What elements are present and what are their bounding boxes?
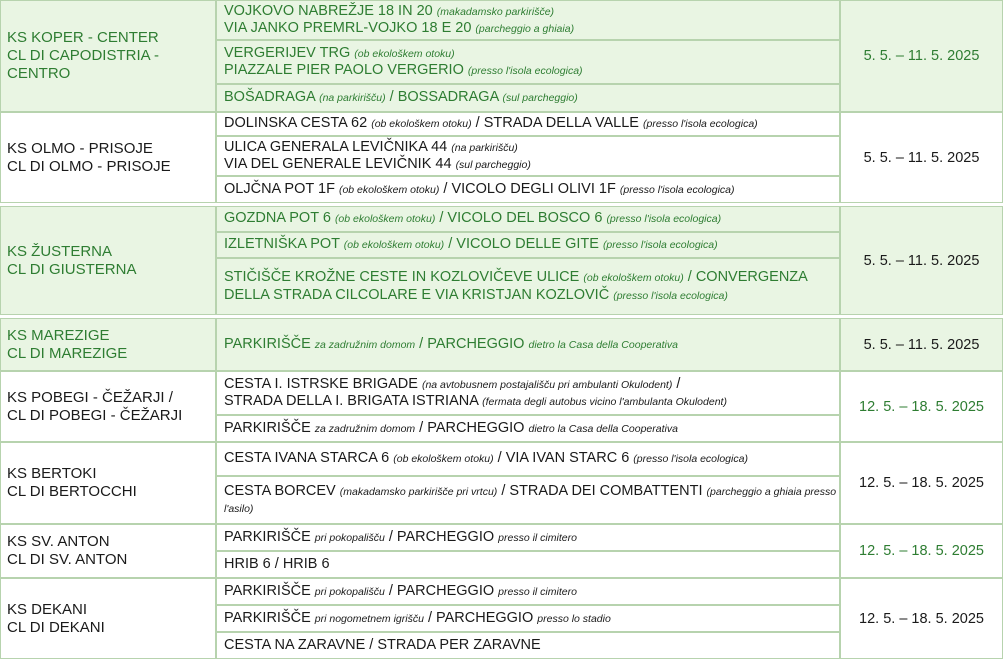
district-name-line: KS KOPER - CENTER — [7, 29, 159, 46]
location-note: (presso l'isola ecologica) — [613, 289, 728, 302]
location-cell — [216, 206, 840, 232]
location-address: / BOSSADRAGA — [385, 89, 503, 106]
district-cell — [0, 442, 216, 524]
location-cell — [216, 318, 840, 371]
location-address: PIAZZALE PIER PAOLO VERGERIO — [224, 62, 468, 78]
location-note: (sul parcheggio) — [455, 159, 531, 171]
location-address: / — [672, 375, 681, 392]
district-name-line: KS MAREZIGE — [7, 326, 110, 344]
location-line — [224, 420, 839, 438]
location-line — [224, 610, 839, 628]
location-note: (ob ekološkem otoku) — [334, 213, 436, 226]
location-note: (na parkirišču) — [451, 141, 518, 154]
district-name-line: CL DI OLMO - PRISOJE — [7, 157, 171, 175]
location-address: IZLETNIŠKA POT — [224, 236, 344, 253]
collection-dates: 12. 5. – 18. 5. 2025 — [840, 524, 1003, 578]
district-cell — [0, 206, 216, 315]
location-line — [224, 20, 839, 38]
location-cell — [216, 112, 840, 136]
location-address: / VICOLO DEL BOSCO 6 — [435, 210, 607, 227]
location-cell — [216, 476, 840, 524]
location-note: (presso l'isola ecologica) — [633, 453, 748, 466]
location-note: (makadamsko parkirišče pri vrtcu) — [339, 485, 498, 498]
location-note: (presso l'isola ecologica) — [619, 183, 735, 196]
location-address: CESTA BORCEV — [224, 482, 340, 499]
location-note: (sul parcheggio) — [502, 92, 578, 105]
district-name-line: CL DI DEKANI — [7, 618, 105, 636]
location-line — [224, 393, 839, 411]
location-line — [224, 181, 839, 199]
district-name-line: KS SV. ANTON — [7, 533, 110, 550]
collection-dates: 5. 5. – 11. 5. 2025 — [840, 318, 1003, 371]
location-cell — [216, 551, 840, 578]
location-note: (na parkirišču) — [319, 92, 386, 105]
location-note: (ob ekološkem otoku) — [354, 47, 455, 60]
location-note: (ob ekološkem otoku) — [393, 453, 494, 466]
district-cell — [0, 318, 216, 371]
location-address: / STRADA DEI COMBATTENTI — [497, 482, 707, 499]
location-address: PARKIRIŠČE — [224, 528, 315, 545]
district-name-line: KS OLMO - PRISOJE — [7, 139, 153, 157]
location-note: (ob ekološkem otoku) — [583, 272, 684, 284]
location-cell — [216, 442, 840, 476]
location-address: / VICOLO DEGLI OLIVI 1F — [439, 180, 620, 197]
location-note: (ob ekološkem otoku) — [371, 118, 472, 131]
location-note: (fermata degli autobus vicino l'ambulanta Okulodent) — [482, 396, 727, 408]
location-cell — [216, 605, 840, 632]
district-name-line: KS DEKANI — [7, 600, 88, 618]
collection-dates: 5. 5. – 11. 5. 2025 — [840, 112, 1003, 203]
location-address: PARKIRIŠČE — [224, 419, 315, 436]
location-line — [224, 529, 839, 547]
location-address: PARKIRIŠČE — [224, 609, 315, 626]
location-address: BOŠADRAGA — [224, 89, 320, 106]
location-line — [224, 45, 839, 63]
location-address: PARKIRIŠČE — [224, 335, 315, 352]
location-note: (parcheggio a ghiaia presso l'asilo) — [224, 485, 837, 515]
district-name-line: CENTRO — [7, 65, 71, 82]
location-line — [224, 637, 839, 654]
district-name-line: CL DI BERTOCCHI — [7, 483, 137, 500]
location-note: presso il cimitero — [498, 585, 577, 598]
location-note: presso il cimitero — [498, 531, 577, 544]
location-note: za zadružnim domom — [314, 338, 416, 351]
location-address: / PARCHEGGIO — [384, 582, 499, 599]
location-cell — [216, 415, 840, 442]
location-address: / PARCHEGGIO — [423, 609, 538, 626]
location-address: / VIA IVAN STARC 6 — [493, 450, 634, 467]
location-note: pri pokopališču — [314, 585, 385, 598]
location-cell — [216, 0, 840, 40]
location-address: CESTA I. ISTRSKE BRIGADE — [224, 375, 422, 392]
location-address: / STRADA DELLA VALLE — [471, 115, 644, 132]
collection-dates: 5. 5. – 11. 5. 2025 — [840, 206, 1003, 315]
location-note: (makadamsko parkirišče) — [436, 5, 555, 18]
location-address: VERGERIJEV TRG — [224, 44, 355, 61]
location-note: (ob ekološkem otoku) — [343, 239, 445, 252]
location-note: pri nogometnem igrišču — [314, 612, 424, 625]
district-cell — [0, 0, 216, 112]
district-name-line: KS POBEGI - ČEŽARJI / — [7, 388, 173, 406]
location-note: (presso l'isola ecologica) — [643, 118, 758, 131]
district-cell — [0, 371, 216, 442]
location-note: (presso l'isola ecologica) — [602, 239, 718, 252]
location-note: pri pokopališču — [314, 531, 385, 544]
collection-dates: 12. 5. – 18. 5. 2025 — [840, 371, 1003, 442]
location-cell — [216, 371, 840, 415]
location-line — [224, 483, 839, 518]
location-address: OLJČNA POT 1F — [224, 180, 339, 197]
location-line — [224, 376, 839, 394]
location-line — [224, 210, 839, 228]
location-cell — [216, 40, 840, 84]
district-name-line: KS ŽUSTERNA — [7, 242, 113, 260]
location-address: / PARCHEGGIO — [384, 528, 499, 545]
location-cell — [216, 578, 840, 605]
location-address: VIA DEL GENERALE LEVIČNIK 44 — [224, 156, 456, 172]
location-cell — [216, 136, 840, 176]
location-line — [224, 556, 839, 573]
location-address: / VICOLO DELLE GITE — [444, 236, 603, 253]
collection-dates: 12. 5. – 18. 5. 2025 — [840, 442, 1003, 524]
location-address: / PARCHEGGIO — [415, 335, 529, 352]
location-note: (presso l'isola ecologica) — [467, 65, 583, 77]
location-line — [224, 62, 839, 80]
location-address: CESTA IVANA STARCA 6 — [224, 450, 394, 467]
location-line — [224, 3, 839, 21]
location-address: / PARCHEGGIO — [415, 419, 529, 436]
district-cell — [0, 578, 216, 659]
location-note: (na avtobusnem postajališču pri ambulanti Okulodent) — [421, 378, 673, 391]
location-cell — [216, 632, 840, 659]
location-address: STRADA DELLA I. BRIGATA ISTRIANA — [224, 393, 483, 409]
location-line — [224, 450, 839, 468]
collection-dates: 5. 5. – 11. 5. 2025 — [840, 0, 1003, 112]
location-address: VIA JANKO PREMRL-VOJKO 18 E 20 — [224, 20, 476, 36]
district-name-line: CL DI CAPODISTRIA - — [7, 47, 159, 64]
location-note: (ob ekološkem otoku) — [338, 183, 440, 196]
location-line — [224, 115, 839, 133]
district-name-line: CL DI GIUSTERNA — [7, 260, 137, 278]
location-note: (parcheggio a ghiaia) — [475, 23, 575, 35]
location-address: GOZDNA POT 6 — [224, 210, 335, 227]
location-address: DELLA STRADA CILCOLARE E VIA KRISTJAN KOZLOVIČ — [224, 286, 614, 303]
location-line — [224, 287, 839, 305]
location-line — [224, 156, 839, 174]
location-address: CESTA NA ZARAVNE / STRADA PER ZARAVNE — [224, 637, 541, 654]
district-name-line: KS BERTOKI — [7, 465, 97, 482]
location-cell — [216, 84, 840, 112]
district-cell — [0, 524, 216, 578]
location-note: dietro la Casa della Cooperativa — [528, 338, 678, 351]
location-address: ULICA GENERALA LEVIČNIKA 44 — [224, 138, 452, 155]
location-line — [224, 89, 839, 107]
location-line — [224, 269, 839, 287]
location-address: / CONVERGENZA — [683, 269, 808, 285]
location-note: za zadružnim domom — [314, 422, 416, 435]
district-name-line: CL DI MAREZIGE — [7, 344, 128, 362]
location-note: presso lo stadio — [537, 612, 611, 625]
location-address: DOLINSKA CESTA 62 — [224, 115, 372, 132]
location-note: (presso l'isola ecologica) — [606, 213, 722, 226]
location-cell — [216, 232, 840, 258]
location-address: HRIB 6 / HRIB 6 — [224, 556, 330, 573]
district-cell — [0, 112, 216, 203]
location-address: VOJKOVO NABREŽJE 18 IN 20 — [224, 2, 437, 19]
district-name-line: CL DI SV. ANTON — [7, 551, 128, 568]
location-note: dietro la Casa della Cooperativa — [528, 422, 678, 435]
location-line — [224, 583, 839, 601]
location-line — [224, 139, 839, 157]
location-cell — [216, 524, 840, 551]
collection-dates: 12. 5. – 18. 5. 2025 — [840, 578, 1003, 659]
location-cell — [216, 176, 840, 203]
location-address: STIČIŠČE KROŽNE CESTE IN KOZLOVIČEVE ULICE — [224, 269, 584, 285]
location-line — [224, 336, 839, 354]
location-cell — [216, 258, 840, 315]
location-address: PARKIRIŠČE — [224, 582, 315, 599]
location-line — [224, 236, 839, 254]
district-name-line: CL DI POBEGI - ČEŽARJI — [7, 406, 183, 424]
